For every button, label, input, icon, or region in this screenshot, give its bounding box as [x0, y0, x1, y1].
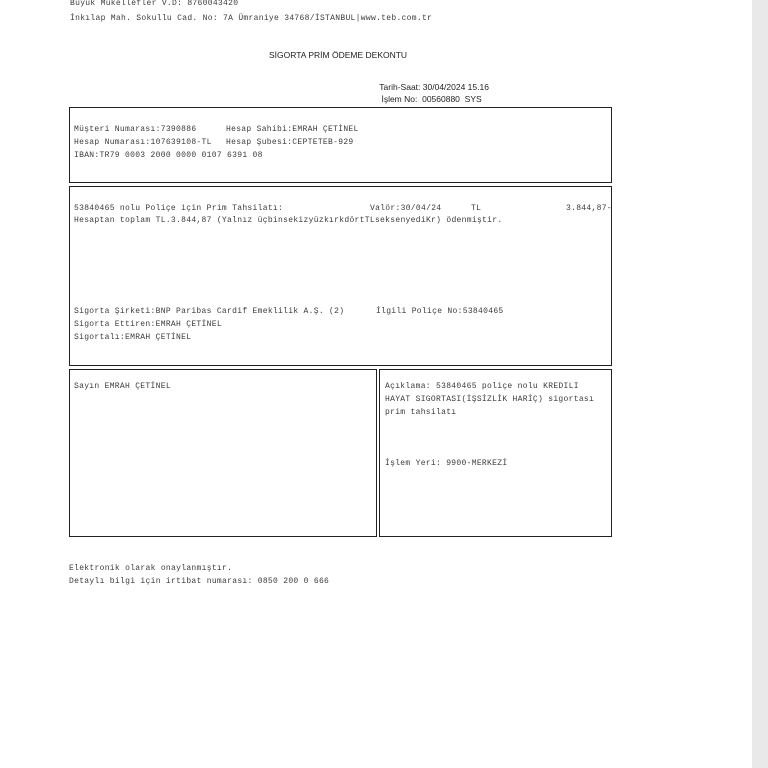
amount: 3.844,87- [566, 204, 612, 213]
payment-summary: Hesaptan toplam TL.3.844,87 (Yalnız üçbinsekizyüzkırkdörtTLseksenyediKr) ödenmiştir. [74, 216, 503, 225]
account-number: Hesap Numarası:107639108-TL [74, 138, 212, 147]
recipient-box [69, 369, 377, 537]
customer-number: Müşteri Numarası:7390886 [74, 125, 197, 134]
transaction-number: 00560880 [422, 94, 460, 104]
description-line-3: prim tahsilatı [385, 408, 457, 417]
account-holder: Hesap Sahibi:EMRAH ÇETİNEL [226, 125, 359, 134]
value-date: Valör:30/04/24 [370, 204, 442, 213]
document-title: SİGORTA PRİM ÖDEME DEKONTU [269, 50, 408, 60]
electronic-approval-note: Elektronik olarak onaylanmıştır. [69, 564, 233, 573]
description-line-2: HAYAT SIGORTASI(İŞSİZLİK HARİÇ) sigortası [385, 395, 595, 404]
related-policy: İlgili Poliçe No:53840465 [376, 307, 504, 316]
greeting: Sayın EMRAH ÇETİNEL [74, 382, 171, 391]
iban: IBAN:TR79 0003 2000 0000 0107 6391 08 [74, 151, 263, 160]
policy-line: 53840465 nolu Poliçe için Prim Tahsilatı: [74, 204, 284, 213]
insured: Sigortalı:EMRAH ÇETİNEL [74, 333, 192, 342]
transaction-suffix: SYS [464, 94, 482, 104]
description-line-1: Açıklama: 53840465 poliçe nolu KREDILI [385, 382, 579, 391]
insurance-company: Sigorta Şirketi:BNP Paribas Cardif Emeklilik A.Ş. (2) [74, 307, 345, 316]
datetime-label: Tarih-Saat: [379, 82, 421, 92]
transaction-label: İşlem No: [381, 94, 418, 104]
currency: TL [471, 204, 482, 213]
account-branch: Hesap Şubesi:CEPTETEB-929 [226, 138, 354, 147]
insurer: Sigorta Ettiren:EMRAH ÇETİNEL [74, 320, 222, 329]
contact-info: Detaylı bilgi için irtibat numarası: 0850 200 0 666 [69, 577, 330, 586]
transaction-location: İşlem Yeri: 9900-MERKEZİ [385, 459, 508, 468]
datetime-value: 30/04/2024 15.16 [422, 82, 489, 92]
tax-office-line: Büyük Mükellefler V.D: 8760043420 [70, 0, 239, 8]
bank-address-line: İnkılap Mah. Sokullu Cad. No: 7A Ümraniye 34768/İSTANBUL|www.teb.com.tr [70, 14, 433, 23]
